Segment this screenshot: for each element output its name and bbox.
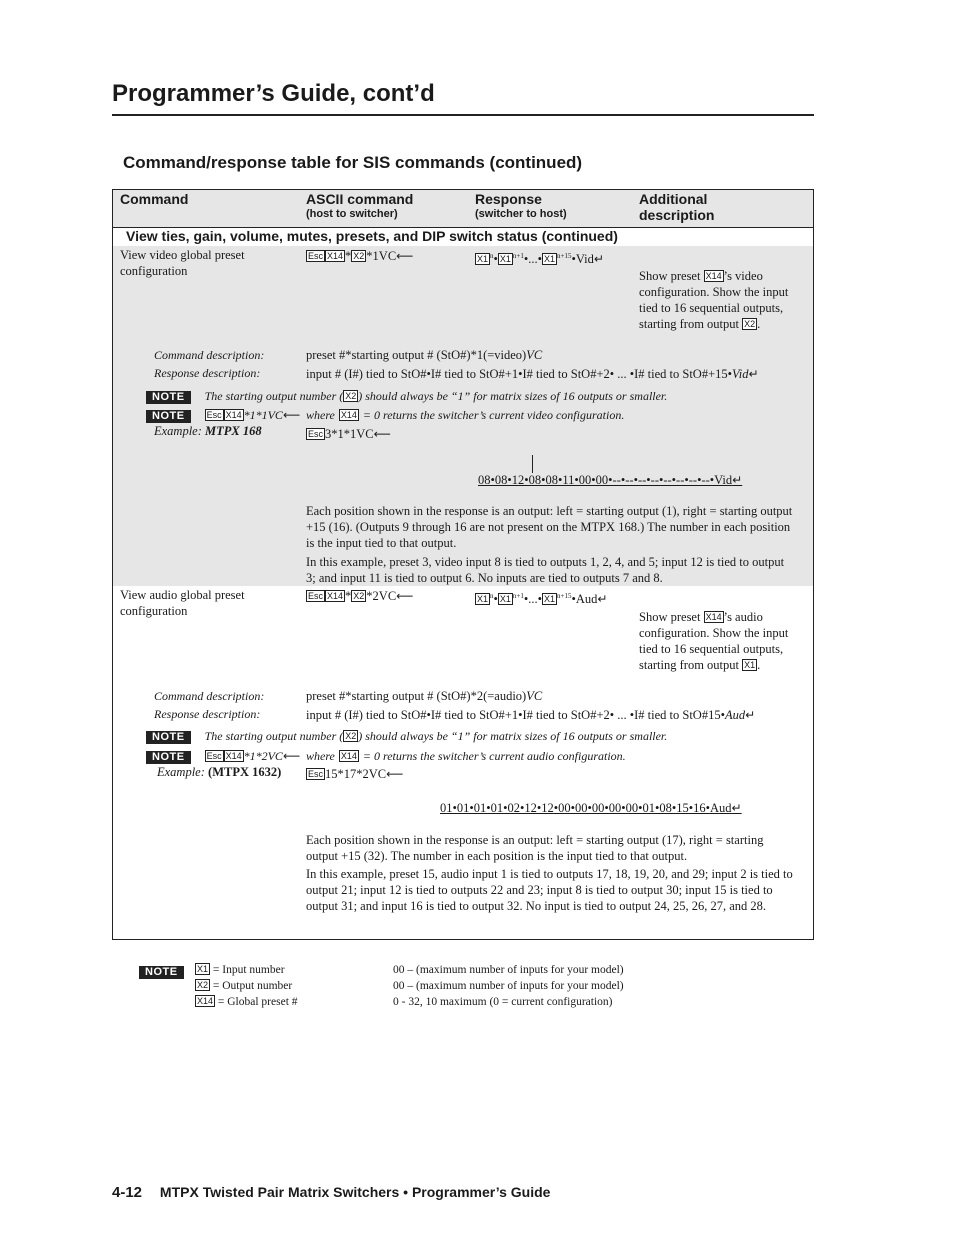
note2-where: where [306,749,335,763]
note1-text: The starting output number ( [204,389,344,403]
note2-text: = 0 returns the switcher’s current audio configuration. [362,749,626,763]
audio-ascii: Esc X14 * X2 *2VC⟵ [308,589,414,603]
cmd-desc-end: VC [526,348,543,362]
example-model: MTPX 168 [205,424,262,438]
esc-key: Esc [308,591,324,601]
note-badge: NOTE [146,410,191,423]
video-para-1: Each position shown in the response is an output: left = starting output (1), right = starting output +15 (16). (Outputs 9 through 16 are not present on the MTPX 168.) The number in each position is the input tied to that output. [306,504,793,550]
x1-var: X1 [744,660,756,670]
x14-var: X14 [340,410,357,420]
example-label: Example: [157,765,205,779]
sup-n: n [490,252,494,260]
x1-var: X1 [499,254,511,264]
sup-n1: n+1 [512,592,524,600]
note1-text-b: ) should always be “1” for matrix sizes of 16 outputs or smaller. [358,729,668,743]
header-command: Command [120,191,189,207]
sup-n: n [490,592,494,600]
audio-para-2: In this example, preset 15, audio input 1 is tied to outputs 17, 18, 19, 20, and 29; input 2 is tied to output 21; input 12 is tied to outputs 22 and 23; input 8 is tied to output 30; input 15 is tied to output 31; and input 16 is tied to output 32. No input is tied to output 24, 25, 26, 27, and 28. [306,867,793,913]
video-example-cmd [306,426,391,442]
note2-where: where [306,408,335,422]
section-title: Command/response table for SIS commands (continued) [123,153,583,172]
video-cmd-desc-label: Command description: [154,348,265,362]
x14-var: X14 [225,751,242,761]
x1-var: X1 [499,594,511,604]
desc-pre: Show preset [639,610,701,624]
audio-note-1 [146,727,667,745]
x14-var: X14 [705,612,722,622]
note-badge: NOTE [139,966,184,979]
enter-icon: ⟵ [282,749,301,763]
note2-cmd: *1*1VC [243,408,283,422]
x14-var: X14 [197,996,214,1006]
note1-text: The starting output number ( [204,729,344,743]
audio-cmd-desc [306,688,542,704]
cmd-desc-text: preset #*starting output # (StO#)*2(=audio) [306,689,527,703]
return-icon: ↵ [732,473,743,487]
video-description: Show preset X14 ’s video configuration. Show the input tied to 16 sequential outputs, starting from output X2 . [639,269,789,331]
video-note-2 [146,406,300,424]
x2-var: X2 [345,731,357,741]
bullet: • [493,252,498,266]
legend-x14-range: 0 - 32, 10 maximum (0 = current configuration) [393,996,613,1008]
return-icon: ↵ [597,592,608,606]
audio-cmd-desc-label: Command description: [154,689,265,703]
video-note-1 [146,387,667,405]
example-cmd-text: 3*1*1VC [325,427,374,441]
esc-key: Esc [206,751,222,761]
note-badge: NOTE [146,731,191,744]
header-additional: Additional [639,191,708,207]
audio-ascii-suffix: *2VC [366,589,397,603]
video-cmd-desc [306,347,542,363]
resp-desc-text: input # (I#) tied to StO#•I# tied to StO#+1•I# tied to StO#+2• ... •I# tied to StO#+15• [306,367,733,381]
note2-cmd: *1*2VC [243,749,283,763]
legend-x2-range: 00 – (maximum number of inputs for your model) [393,980,624,992]
video-note-2-text [306,406,624,424]
x1-var: X1 [544,254,556,264]
legend-x14-label: = Global preset # [217,996,298,1008]
enter-icon: ⟵ [396,249,414,263]
video-response [475,248,604,267]
x2-var: X2 [353,251,365,261]
video-example-label [154,423,262,439]
resp-desc-end: Vid [732,367,749,381]
audio-para-1: Each position shown in the response is an output: left = starting output (17), right = starting output +15 (32). The number in each position is the input tied to that output. [306,833,764,863]
audio-resp-desc-label: Response description: [154,707,261,721]
legend-x1-label: = Input number [212,964,285,976]
audio-note-2-text [306,747,626,765]
legend-x14 [195,994,298,1010]
return-icon: ↵ [748,367,759,381]
legend-x1-range: 00 – (maximum number of inputs for your model) [393,964,624,976]
x14-var: X14 [327,591,344,601]
video-para-2: In this example, preset 3, video input 8 is tied to outputs 1, 2, 4, and 5; input 12 is tied to output 3; and input 11 is tied to output 6. No inputs are tied to outputs 7 and 8. [306,555,785,585]
x2-var: X2 [744,319,756,329]
example-cmd-text: 15*17*2VC [325,767,387,781]
x14-var: X14 [340,751,357,761]
x14-var: X14 [705,271,722,281]
legend-note [139,964,184,980]
note-badge: NOTE [146,751,191,764]
command-table [112,189,814,940]
video-ascii: Esc X14 * X2 *1VC⟵ [308,249,414,263]
cmd-desc-text: preset #*starting output # (StO#)*1(=video) [306,348,527,362]
x14-var: X14 [225,410,242,420]
example-resp-text: 01•01•01•01•02•12•12•00•00•00•00•00•01•08•15•16•Aud [440,801,732,815]
return-icon: ↵ [593,252,604,266]
x2-var: X2 [353,591,365,601]
legend-x2 [195,978,292,994]
enter-icon: ⟵ [386,767,404,781]
audio-response [475,588,607,607]
x1-var: X1 [544,594,556,604]
footer [112,1184,550,1201]
audio-example-label [157,764,281,780]
x1-var: X1 [477,594,489,604]
video-example-response [478,472,742,488]
video-response-suffix: •Vid [571,252,594,266]
header-response: Response [475,191,542,207]
audio-example-response [440,800,742,816]
esc-key: Esc [206,410,222,420]
x2-var: X2 [197,980,209,990]
desc-pre: Show preset [639,269,701,283]
audio-note-2 [146,747,300,765]
table-header [113,190,813,228]
x1-var: X1 [197,964,209,974]
x2-var: X2 [345,391,357,401]
x1-var: X1 [477,254,489,264]
audio-description: Show preset X14 ’s audio configuration. Show the input tied to 16 sequential outputs, starting from output X1 . [639,610,789,672]
video-ascii-suffix: *1VC [366,249,397,263]
resp-desc-end: Aud [724,708,746,722]
page-title: Programmer’s Guide, cont’d [112,80,435,107]
footer-text: MTPX Twisted Pair Matrix Switchers • Programmer’s Guide [159,1184,551,1200]
example-model: (MTPX 1632) [208,765,282,779]
sup-n15: n+15 [557,252,572,260]
title-rule [112,114,814,116]
audio-response-suffix: •Aud [571,592,598,606]
enter-icon: ⟵ [373,427,391,441]
enter-icon: ⟵ [396,589,414,603]
pointer-line [532,455,533,473]
example-resp-text: 08•08•12•08•08•11•00•00•--•--•--•--•--•--•--•--•Vid [478,473,733,487]
video-resp-desc-label: Response description: [154,366,261,380]
sup-n1: n+1 [512,252,524,260]
return-icon: ↵ [731,801,742,815]
esc-key: Esc [308,251,324,261]
note2-text: = 0 returns the switcher’s current video configuration. [362,408,625,422]
header-ascii: ASCII command [306,191,414,207]
audio-example-cmd [306,766,403,782]
header-ascii-sub: (host to switcher) [306,208,398,220]
desc-post: ’s audio configuration. Show the input tied to 16 sequential outputs, starting from output [639,610,789,672]
header-description: description [639,207,715,223]
video-resp-desc [306,366,759,382]
sup-n15: n+15 [557,592,572,600]
bullet: • [493,592,498,606]
ellipsis: •...• [523,252,543,266]
page-number: 4-12 [112,1184,143,1201]
video-command: View video global preset configuration [120,248,245,278]
header-response-sub: (switcher to host) [475,208,567,220]
note1-text-b: ) should always be “1” for matrix sizes of 16 outputs or smaller. [358,389,668,403]
audio-resp-desc [306,707,755,723]
enter-icon: ⟵ [282,408,301,422]
subheader: View ties, gain, volume, mutes, presets, and DIP switch status (continued) [126,228,618,244]
legend-x2-label: = Output number [212,980,293,992]
ellipsis: •...• [523,592,543,606]
esc-key: Esc [308,769,324,779]
audio-command: View audio global preset configuration [120,588,245,618]
legend-x1 [195,962,285,978]
desc-post: ’s video configuration. Show the input tied to 16 sequential outputs, starting from output [639,269,789,331]
return-icon: ↵ [745,708,756,722]
note-badge: NOTE [146,391,191,404]
esc-key: Esc [308,429,324,439]
resp-desc-text: input # (I#) tied to StO#•I# tied to StO#+1•I# tied to StO#+2• ... •I# tied to StO#15• [306,708,725,722]
example-label: Example: [154,424,202,438]
x14-var: X14 [327,251,344,261]
cmd-desc-end: VC [526,689,543,703]
